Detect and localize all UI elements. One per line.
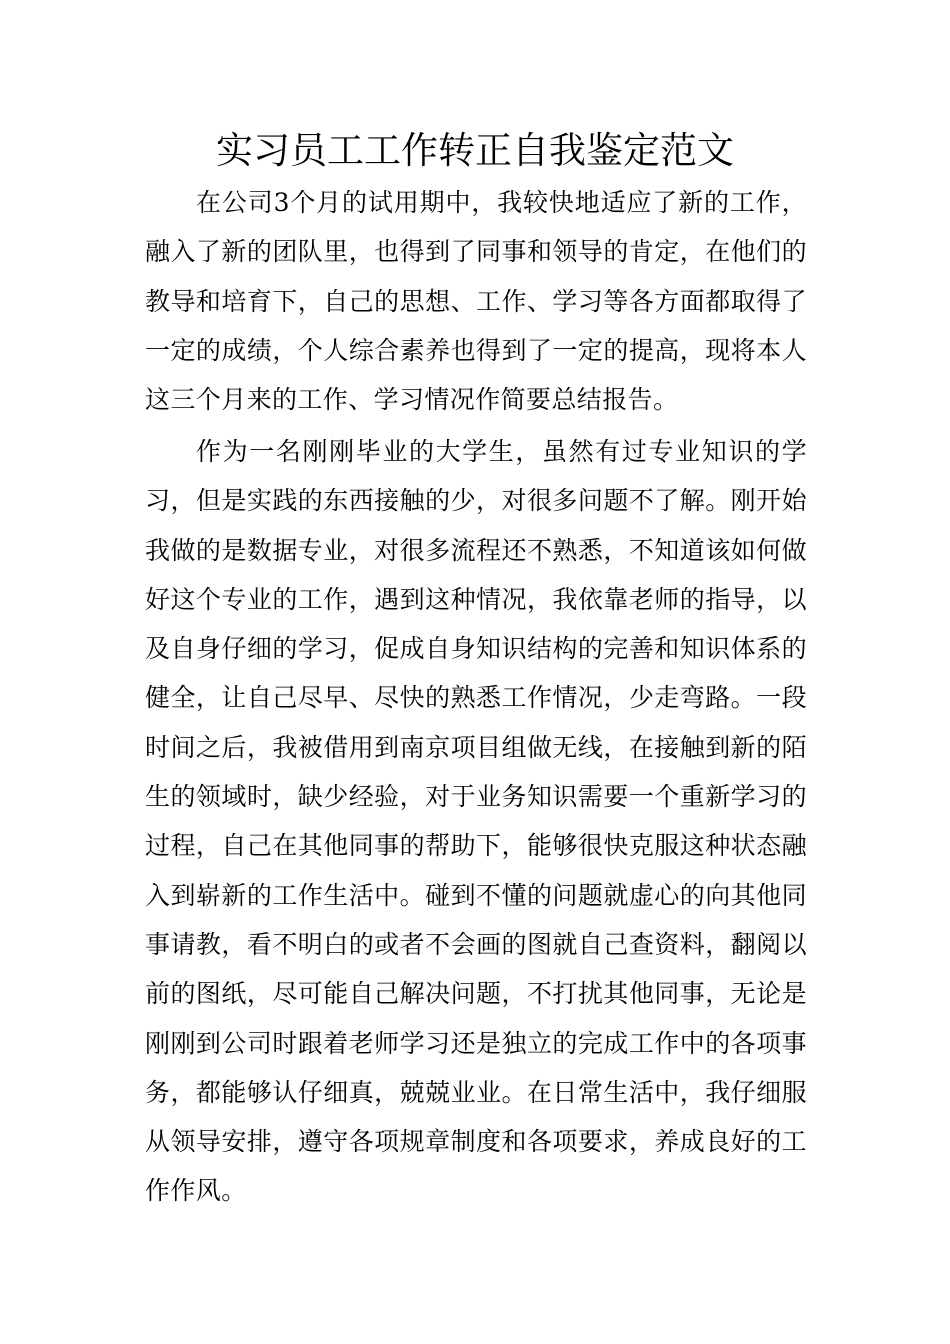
- paragraph-intro: 在公司3个月的试用期中，我较快地适应了新的工作，融入了新的团队里，也得到了同事和领导的肯定，在他们的教导和培育下，自己的思想、工作、学习等各方面都取得了一定的成绩，个人综合素养也得到了一定的提高，现将本人这三个月来的工作、学习情况作简要总结报告。: [145, 188, 807, 415]
- paragraph-experience: 作为一名刚刚毕业的大学生，虽然有过专业知识的学习，但是实践的东西接触的少，对很多问题不了解。刚开始我做的是数据专业，对很多流程还不熟悉，不知道该如何做好这个专业的工作，遇到这种情况，我依靠老师的指导，以及自身仔细的学习，促成自身知识结构的完善和知识体系的健全，让自己尽早、尽快的熟悉工作情况，少走弯路。一段时间之后，我被借用到南京项目组做无线，在接触到新的陌生的领域时，缺少经验，对于业务知识需要一个重新学习的过程，自己在其他同事的帮助下，能够很快克服这种状态融入到崭新的工作生活中。碰到不懂的问题就虚心的向其他同事请教，看不明白的或者不会画的图就自己查资料，翻阅以前的图纸，尽可能自己解决问题，不打扰其他同事，无论是刚刚到公司时跟着老师学习还是独立的完成工作中的各项事务，都能够认仔细真，兢兢业业。在日常生活中，我仔细服从领导安排，遵守各项规章制度和各项要求，养成良好的工作作风。: [145, 437, 807, 1206]
- document-title: 实习员工工作转正自我鉴定范文: [216, 129, 734, 172]
